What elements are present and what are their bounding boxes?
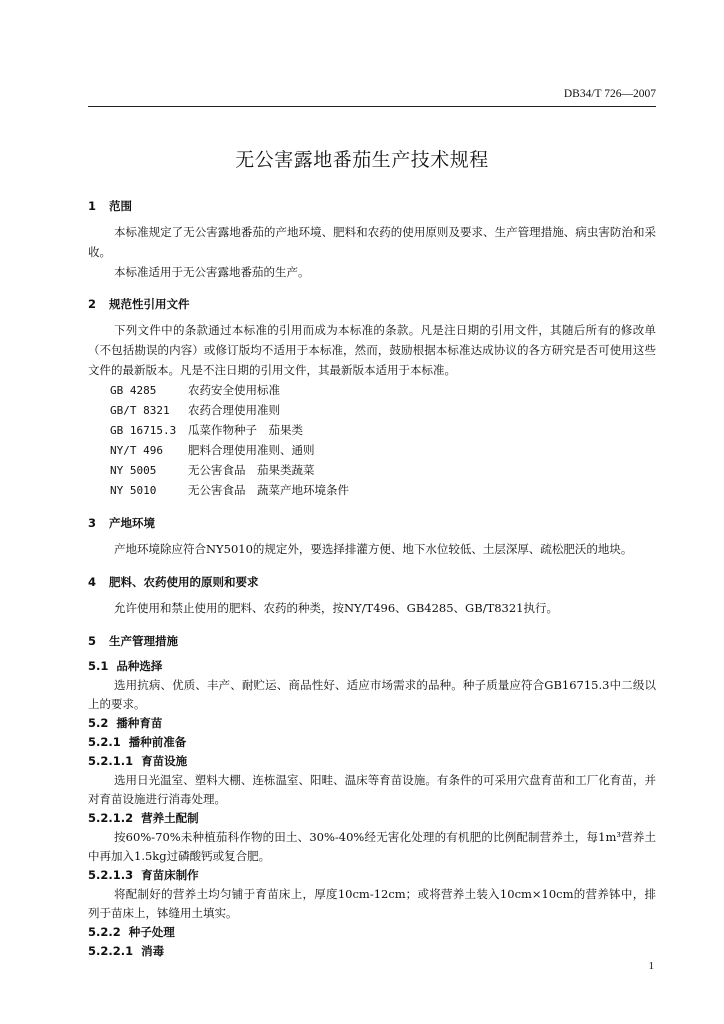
reference-name: 肥料合理使用准则、通则 — [188, 443, 315, 457]
section-2-heading — [88, 294, 656, 314]
section-title: 肥料、农药使用的原则和要求 — [109, 575, 259, 589]
section-4-heading — [88, 572, 656, 592]
section-number: 5 — [88, 634, 97, 648]
document-title: 无公害露地番茄生产技术规程 — [235, 149, 489, 171]
section-number: 3 — [88, 516, 97, 530]
page-number: 1 — [648, 960, 654, 972]
paragraph: 按60%-70%未种植茄科作物的田土、30%-40%经无害化处理的有机肥的比例配制营养土，每1m³营养土中再加入1.5kg过磷酸钙或复合肥。 — [88, 830, 656, 863]
subsection-5-2-1-1-heading — [88, 752, 656, 771]
reference-item — [110, 420, 656, 440]
reference-name: 农药安全使用标准 — [188, 383, 280, 397]
subsection-title: 播种育苗 — [116, 716, 163, 730]
subsection-number: 5.2 — [88, 716, 109, 730]
reference-code: GB/T 8321 — [110, 404, 170, 417]
reference-code: GB 16715.3 — [110, 424, 177, 437]
subsection-number: 5.2.1.3 — [88, 868, 134, 882]
subsection-title: 育苗床制作 — [141, 868, 199, 882]
subsection-number: 5.2.1.1 — [88, 754, 134, 768]
subsection-number: 5.2.1 — [88, 735, 121, 749]
section-number: 1 — [88, 199, 97, 213]
paragraph: 允许使用和禁止使用的肥料、农药的种类，按NY/T496、GB4285、GB/T8321执行。 — [114, 601, 558, 615]
reference-code: NY/T 496 — [110, 444, 163, 457]
section-title: 生产管理措施 — [109, 634, 178, 648]
subsection-5-2-1-heading — [88, 733, 656, 752]
subsection-title: 消毒 — [141, 944, 165, 958]
subsection-title: 营养土配制 — [141, 811, 199, 825]
paragraph: 产地环境除应符合NY5010的规定外，要选择排灌方便、地下水位较低、土层深厚、疏松肥沃的地块。 — [114, 542, 633, 556]
paragraph: 选用抗病、优质、丰产、耐贮运、商品性好、适应市场需求的品种。种子质量应符合GB16715.3中二级以上的要求。 — [88, 678, 656, 711]
standard-code: DB34/T 726—2007 — [563, 88, 656, 100]
section-number: 2 — [88, 297, 97, 311]
paragraph: 将配制好的营养土均匀铺于育苗床上，厚度10cm-12cm；或将营养土装入10cm×10cm的营养钵中，排列于苗床上，钵缝用土填实。 — [88, 887, 656, 920]
subsection-5-2-heading — [88, 714, 656, 733]
section-number: 4 — [88, 575, 97, 589]
subsection-number: 5.1 — [88, 659, 109, 673]
section-1-heading — [88, 196, 656, 216]
subsection-number: 5.2.1.2 — [88, 811, 134, 825]
subsection-5-1-heading — [88, 657, 656, 676]
section-3-heading — [88, 513, 656, 533]
header-rule — [88, 106, 656, 107]
section-title: 规范性引用文件 — [109, 297, 190, 311]
paragraph: 下列文件中的条款通过本标准的引用而成为本标准的条款。凡是注日期的引用文件，其随后所有的修改单（不包括勘误的内容）或修订版均不适用于本标准，然而，鼓励根据本标准达成协议的各方研究是否可使用这些文件的最新版本。凡是不注日期的引用文件，其最新版本适用于本标准。 — [88, 323, 656, 377]
subsection-number: 5.2.2.1 — [88, 944, 134, 958]
subsection-title: 播种前准备 — [128, 735, 187, 749]
reference-item — [110, 480, 656, 500]
document-body — [88, 196, 656, 961]
section-5-heading — [88, 631, 656, 651]
subsection-5-2-2-heading — [88, 923, 656, 942]
subsection-number: 5.2.2 — [88, 925, 121, 939]
reference-code: GB 4285 — [110, 384, 157, 397]
section-title: 产地环境 — [109, 516, 155, 530]
subsection-title: 种子处理 — [128, 925, 175, 939]
reference-name: 农药合理使用准则 — [188, 403, 280, 417]
paragraph: 本标准适用于无公害露地番茄的生产。 — [114, 265, 310, 279]
subsection-5-2-1-3-heading — [88, 866, 656, 885]
subsection-5-2-1-2-heading — [88, 809, 656, 828]
subsection-title: 育苗设施 — [141, 754, 188, 768]
reference-name: 无公害食品 蔬菜产地环境条件 — [188, 483, 349, 497]
section-title: 范围 — [109, 199, 132, 213]
reference-item — [110, 380, 656, 400]
reference-name: 瓜菜作物种子 茄果类 — [188, 423, 303, 437]
paragraph: 选用日光温室、塑料大棚、连栋温室、阳畦、温床等育苗设施。有条件的可采用穴盘育苗和工厂化育苗，并对育苗设施进行消毒处理。 — [88, 773, 656, 806]
reference-list — [88, 380, 656, 500]
subsection-title: 品种选择 — [116, 659, 163, 673]
subsection-5-2-2-1-heading — [88, 942, 656, 961]
reference-code: NY 5010 — [110, 484, 157, 497]
reference-item — [110, 400, 656, 420]
reference-name: 无公害食品 茄果类蔬菜 — [188, 463, 315, 477]
reference-item — [110, 440, 656, 460]
reference-code: NY 5005 — [110, 464, 157, 477]
paragraph: 本标准规定了无公害露地番茄的产地环境、肥料和农药的使用原则及要求、生产管理措施、病虫害防治和采收。 — [88, 225, 656, 259]
reference-item — [110, 460, 656, 480]
